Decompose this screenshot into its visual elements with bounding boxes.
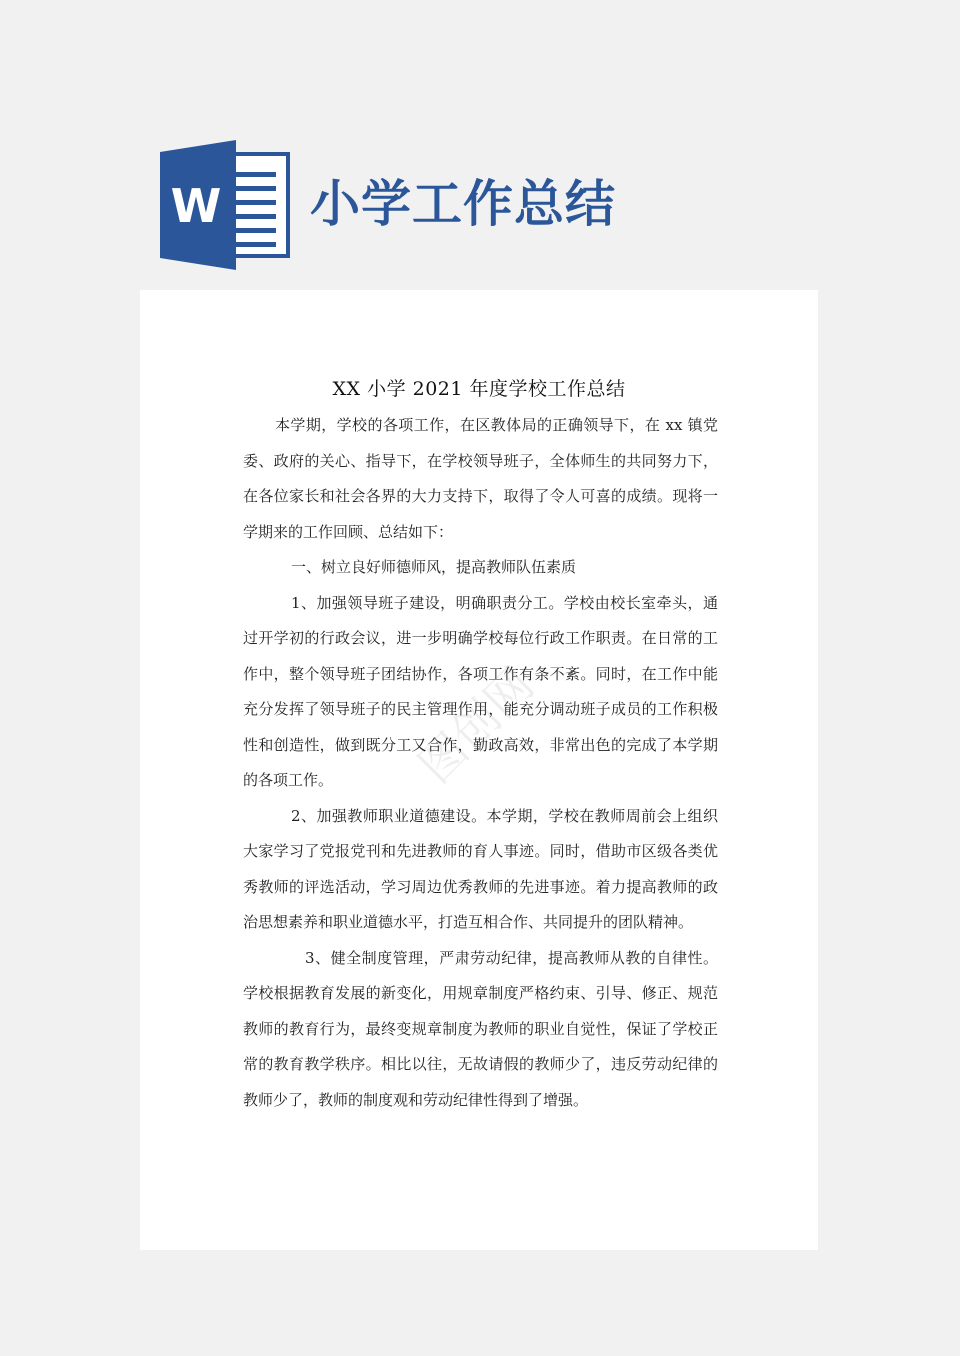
word-icon-letter: W (170, 179, 222, 233)
paragraph-item-2: 2、加强教师职业道德建设。本学期，学校在教师周前会上组织大家学习了党报党刊和先进教师的育人事迹。同时，借助市区级各类优秀教师的评选活动，学习周边优秀教师的先进事迹。着力提高教师的政治思想素养和职业道德水平，打造互相合作、共同提升的团队精神。 (243, 806, 718, 931)
document-body (243, 408, 718, 1118)
paragraph-item-1: 1、加强领导班子建设，明确职责分工。学校由校长室牵头，通过开学初的行政会议，进一步明确学校每位行政工作职责。在日常的工作中，整个领导班子团结协作，各项工作有条不紊。同时，在工作中能充分发挥了领导班子的民主管理作用，能充分调动班子成员的工作积极性和创造性，做到既分工又合作，勤政高效，非常出色的完成了本学期的各项工作。 (243, 593, 718, 789)
document-page (140, 290, 818, 1250)
paragraph-intro: 本学期，学校的各项工作，在区教体局的正确领导下，在 xx 镇党委、政府的关心、指导下，在学校领导班子，全体师生的共同努力下，在各位家长和社会各界的大力支持下，取得了令人可喜的成绩。现将一学期来的工作回顾、总结如下： (243, 416, 718, 541)
paragraph-item-3: 3、健全制度管理，严肃劳动纪律，提高教师从教的自律性。学校根据教育发展的新变化，用规章制度严格约束、引导、修正、规范教师的教育行为，最终变规章制度为教师的职业自觉性，保证了学校正常的教育教学秩序。相比以往，无故请假的教师少了，违反劳动纪律的教师少了，教师的制度观和劳动纪律性得到了增强。 (243, 948, 718, 1109)
word-document-icon (160, 140, 290, 270)
banner-title: 小学工作总结 (310, 175, 616, 233)
watermark: 图创网 (408, 657, 545, 794)
section-heading: 一、树立良好师德师风，提高教师队伍素质 (291, 558, 577, 576)
banner (160, 140, 860, 270)
document-title: XX 小学 2021 年度学校工作总结 (332, 378, 626, 400)
